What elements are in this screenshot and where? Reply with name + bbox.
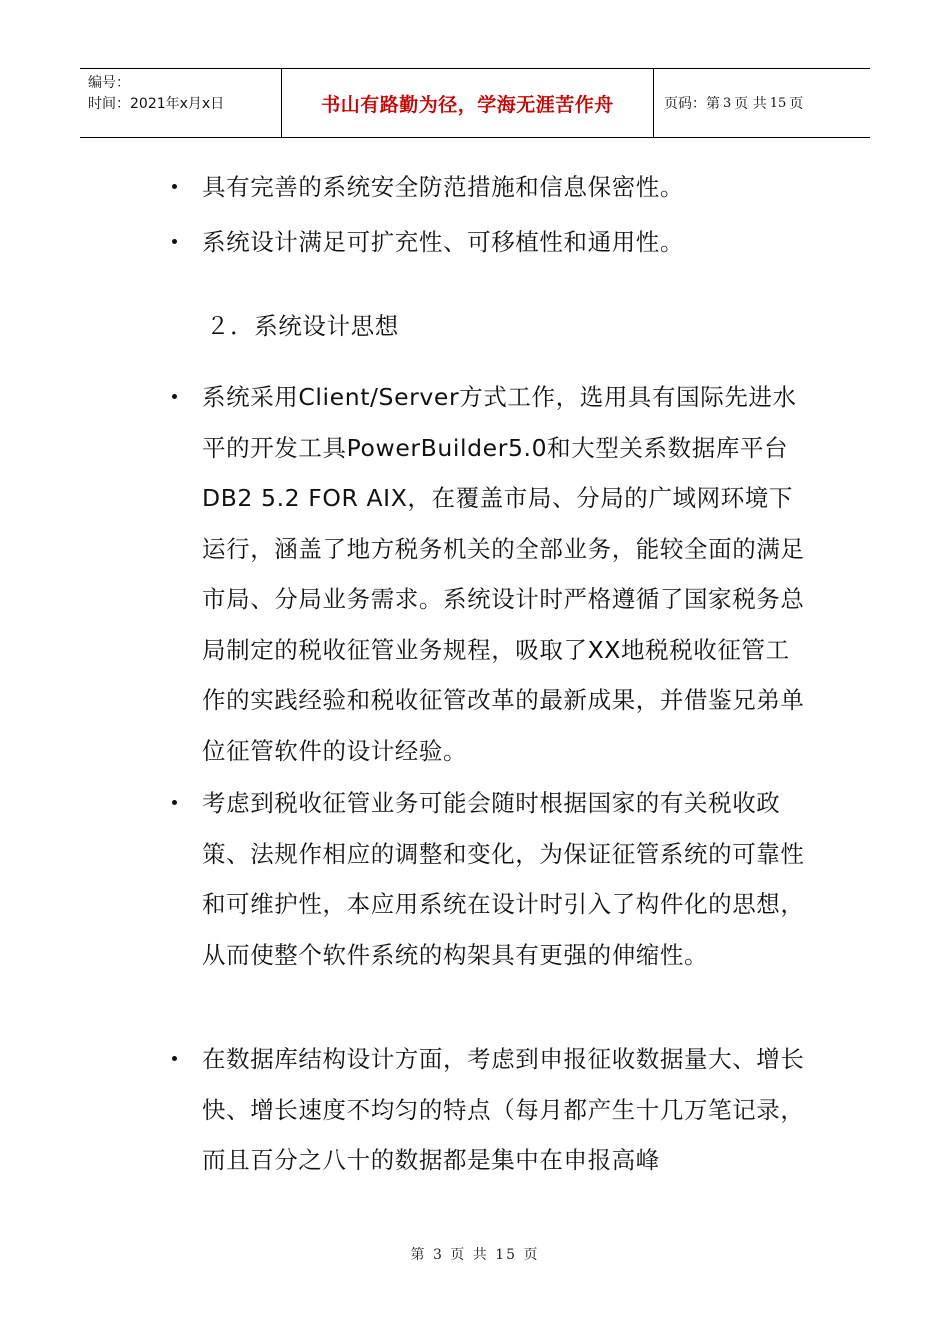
page-total: 15 [769, 95, 787, 111]
page-suffix: 页 [789, 96, 804, 112]
page-current: 3 [723, 95, 732, 111]
list-item-text: 考虑到税收征管业务可能会随时根据国家的有关税收政策、法规作相应的调整和变化，为保证征管系统的可靠性和可维护性，本应用系统在设计时引入了构件化的思想，从而使整个软件系统的构架具有更强的伸缩性。 [202, 789, 805, 969]
list-item-text: 具有完善的系统安全防范措施和信息保密性。 [202, 173, 684, 201]
bullet-icon [172, 394, 177, 399]
section-heading: ２．系统设计思想 [206, 312, 399, 340]
page-prefix: 页码：第 [664, 96, 720, 112]
header-page-number [654, 69, 870, 137]
bullet-icon [172, 800, 177, 805]
page-middle: 页 共 [734, 96, 767, 112]
bullet-icon [172, 184, 177, 189]
list-item-text: 系统设计满足可扩充性、可移植性和通用性。 [202, 228, 684, 256]
header-motto-cell [282, 69, 654, 137]
page-footer: 第 3 页 共 15 页 [410, 1247, 540, 1263]
page-header [80, 68, 870, 138]
list-item-text: 在数据库结构设计方面，考虑到申报征收数据量大、增长快、增长速度不均匀的特点（每月都产生十几万笔记录，而且百分之八十的数据都是集中在申报高峰 [202, 1045, 805, 1174]
bullet-icon [172, 239, 177, 244]
document-number-label: 编号： [88, 75, 130, 91]
list-item-text: 系统采用Client/Server方式工作，选用具有国际先进水平的开发工具PowerBuilder5.0和大型关系数据库平台DB2 5.2 FOR AIX，在覆盖市局、分局的广域网环境下运行，涵盖了地方税务机关的全部业务，能较全面的满足市局、分局业务需求。系统设计时严格遵循了国家税务总局制定的税收征管业务规程，吸取了XX地税税收征管工作的实践经验和税收征管改革的最新成果，并借鉴兄弟单位征管软件的设计经验。 [202, 383, 805, 765]
header-meta [80, 69, 282, 137]
header-motto: 书山有路勤为径，学海无涯苦作舟 [321, 93, 614, 116]
document-date: 时间：2021年x月x日 [88, 96, 225, 112]
bullet-icon [172, 1056, 177, 1061]
